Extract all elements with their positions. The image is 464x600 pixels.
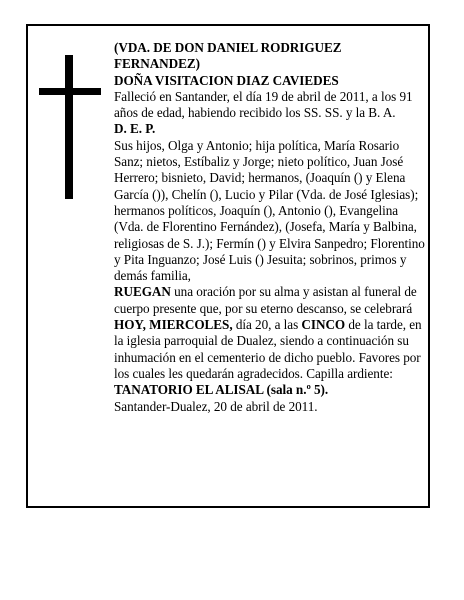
funeral-request [114,284,426,398]
chapel-location: TANATORIO EL ALISAL (sala n.º 5). [114,382,329,398]
rip-text: D. E. P. [114,121,156,137]
place-date: Santander-Dualez, 20 de abril de 2011. [114,398,318,414]
family-list: Sus hijos, Olga y Antonio; hija política, María Rosario Sanz; nietos, Estíbaliz y Jorge; nieto político, Juan José Herrero; bisnieto, David; hermanos, (Joaquín () y Elena García ()), Chelín (), Lucio y Pilar (Vda. de José Iglesias); hermanos políticos, Joaquín (), Antonio (), Evangelina (Vda. de Florentino Fernández), (Josefa, María y Balbina, religiosas de S. J.); Fermín () y Elvira Sanpedro; Florentino y Pita Inguanzo; José Luis () Jesuita; sobrinos, primos y demás familia, [114,137,425,284]
request-text-2: día 20, a las [232,317,302,333]
cross-icon [39,55,103,199]
death-statement: Falleció en Santander, el día 19 de abril de 2011, a los 91 años de edad, habiendo recibido los SS. SS. y la B. A. [114,88,413,121]
request-word: RUEGAN [114,284,171,300]
cross-horizontal-bar [39,88,101,95]
widow-title: (VDA. DE DON DANIEL RODRIGUEZ FERNANDEZ) [114,40,342,72]
obituary-notice [26,24,430,508]
request-text-3: de la tarde, en la iglesia parroquial de Dualez, siendo a continuación su inhumación en el cementerio de dicho pueblo. Favores por los cuales les quedarán agradecidos. Capilla ardiente: [114,317,422,381]
deceased-name: DOÑA VISITACION DIAZ CAVIEDES [114,72,339,88]
funeral-hour: CINCO [301,317,346,333]
cross-vertical-bar [65,55,73,199]
notice-body [114,40,426,415]
request-text-1: una oración por su alma y asistan al funeral de cuerpo presente que, por su eterno descanso, se celebrará [114,284,417,316]
funeral-day: HOY, MIERCOLES, [114,317,233,333]
